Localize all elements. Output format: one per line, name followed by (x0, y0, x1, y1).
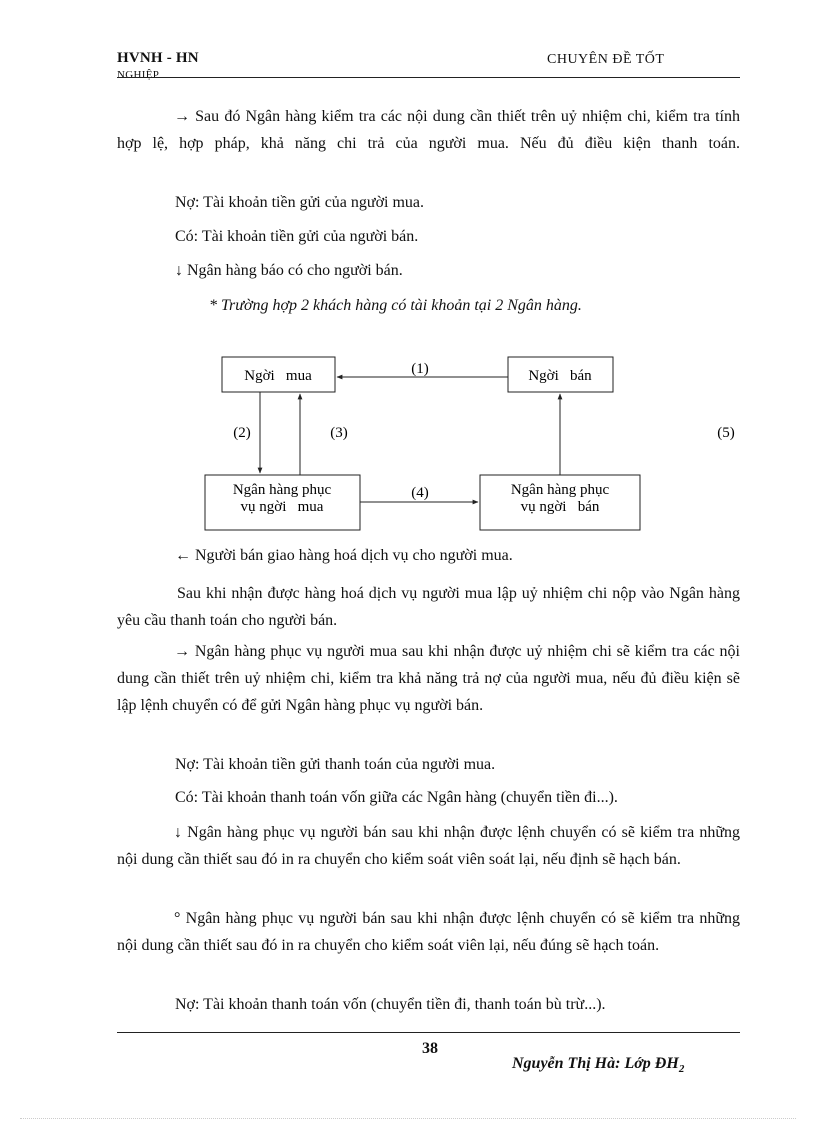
step-1-label: (1) (411, 361, 429, 377)
buyer-bank-label-2: vụ ngời mua (240, 499, 324, 515)
header-rule (117, 77, 740, 78)
buyer-bank-label-1: Ngân hàng phục (232, 482, 332, 498)
footer-rule (117, 1032, 740, 1033)
header-left-continued: NGHIỆP (117, 69, 160, 81)
header-right: CHUYÊN ĐỀ TỐT (547, 52, 665, 67)
step-2-label: (2) (233, 425, 251, 441)
paragraph-check-payment: → Sau đó Ngân hàng kiểm tra các nội dung cần thiết trên uỷ nhiệm chi, kiểm tra tính hợp lệ, hợp pháp, khả năng chi trả của người mua. Nếu đủ điều kiện thanh toán. (117, 108, 740, 152)
author-class-subscript: 2 (678, 1063, 685, 1076)
seller-bank-label-2: vụ ngời bán (520, 499, 600, 515)
credit-entry-1: Có: Tài khoản tiền gửi của người bán. (175, 228, 419, 245)
debit-entry-3: Nợ: Tài khoản thanh toán vốn (chuyển tiền đi, thanh toán bù trừ...). (175, 996, 606, 1013)
page-number: 38 (422, 1040, 438, 1057)
seller-delivers-goods: ← Người bán giao hàng hoá dịch vụ cho người mua. (175, 547, 513, 564)
paragraph-buyer-submits: Sau khi nhận được hàng hoá dịch vụ người mua lập uỷ nhiệm chi nộp vào Ngân hàng yêu cầu thanh toán cho người bán. (117, 585, 740, 629)
bank-credit-notice: ↓ Ngân hàng báo có cho người bán. (175, 262, 403, 279)
credit-entry-2: Có: Tài khoản thanh toán vốn giữa các Ngân hàng (chuyển tiền đi...). (175, 789, 618, 806)
seller-label: Ngời bán (528, 368, 592, 384)
paragraph-seller-bank-accounting: ° Ngân hàng phục vụ người bán sau khi nhận được lệnh chuyển có sẽ kiểm tra những nội dung cần thiết sau đó in ra chuyển cho kiểm soát viên lại, nếu đúng sẽ hạch toán. (117, 910, 740, 954)
step-3-label: (3) (330, 425, 348, 441)
step-5-label: (5) (717, 425, 735, 441)
payment-flow-diagram (200, 355, 760, 540)
case-two-heading: * Trường hợp 2 khách hàng có tài khoản tại 2 Ngân hàng. (209, 297, 582, 314)
header-left: HVNH - HN (117, 50, 199, 66)
page-bottom-edge (20, 1118, 796, 1119)
buyer-label: Ngời mua (244, 368, 312, 384)
seller-bank-label-1: Ngân hàng phục (510, 482, 610, 498)
debit-entry-2: Nợ: Tài khoản tiền gửi thanh toán của người mua. (175, 756, 496, 773)
paragraph-buyer-bank-checks: → Ngân hàng phục vụ người mua sau khi nhận được uỷ nhiệm chi sẽ kiểm tra các nội dung cần thiết trên uỷ nhiệm chi, kiểm tra khả năng trả nợ của người mua, nếu đủ điều kiện sẽ lập lệnh chuyển có để gửi Ngân hàng phục vụ người bán. (117, 643, 740, 714)
paragraph-seller-bank-review: ↓ Ngân hàng phục vụ người bán sau khi nhận được lệnh chuyển có sẽ kiểm tra những nội dung cần thiết sau đó in ra chuyển cho kiểm soát viên soát lại, nếu định sẽ hạch bán. (117, 824, 740, 868)
author-line (512, 1055, 684, 1075)
step-4-label: (4) (411, 485, 429, 501)
debit-entry-1: Nợ: Tài khoản tiền gửi của người mua. (175, 194, 425, 211)
author-name: Nguyễn Thị Hà: Lớp ĐH (512, 1055, 679, 1072)
